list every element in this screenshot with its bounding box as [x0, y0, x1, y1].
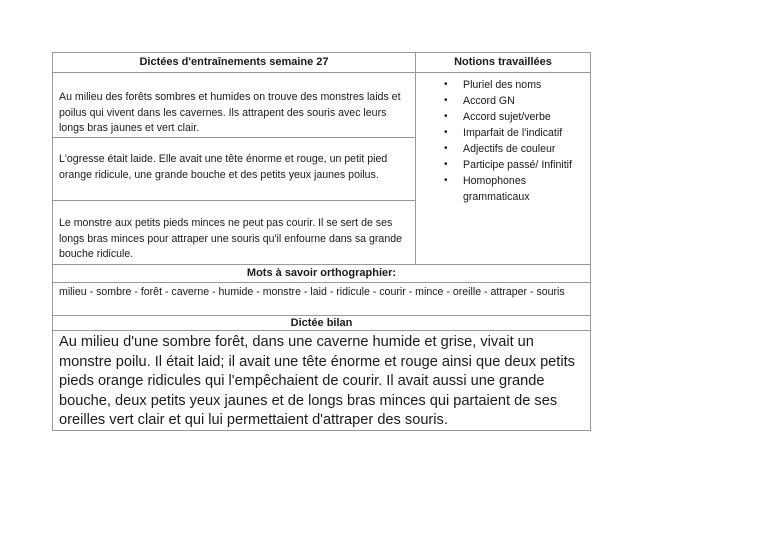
words-list: milieu - sombre - forêt - caverne - humide - monstre - laid - ridicule - courir - mince - oreille - attraper - souris [53, 283, 590, 316]
notions-header: Notions travaillées [454, 56, 552, 68]
notion-label: Imparfait de l'indicatif [463, 127, 563, 139]
training-header: Dictées d'entraînements semaine 27 [53, 53, 416, 72]
words-header: Mots à savoir orthographier: [53, 265, 590, 283]
header-row [53, 53, 590, 73]
notion-label: Adjectifs de couleur [463, 143, 556, 155]
training-dictation-1: Au milieu des forêts sombres et humides on trouve des monstres laids et poilus qui vivent dans les cavernes. Ils attrapent des souris avec leurs longs bras jaunes et vert clair. [53, 73, 415, 138]
notion-item [416, 125, 590, 141]
bullet-icon: • [444, 95, 448, 106]
notion-item [416, 77, 590, 93]
dictation-table [52, 52, 591, 431]
bullet-icon: • [444, 127, 448, 138]
notion-label: Accord GN [463, 95, 515, 107]
notion-item [416, 109, 590, 125]
bullet-icon: • [444, 143, 448, 154]
notion-item [416, 157, 590, 173]
training-dictation-2: L'ogresse était laide. Elle avait une tête énorme et rouge, un petit pied orange ridicule, une grande bouche et des petits yeux jaunes poilus. [53, 138, 415, 201]
training-dictation-3: Le monstre aux petits pieds minces ne peut pas courir. Il se sert de ses longs bras minces pour attraper une souris qu'il enfourne dans sa grande bouche ridicule. [59, 217, 402, 260]
bullet-icon: • [444, 111, 448, 122]
notion-label: Accord sujet/verbe [463, 111, 551, 123]
training-block [53, 73, 590, 265]
bilan-text: Au milieu d'une sombre forêt, dans une caverne humide et grise, vivait un monstre poilu. Il était laid; il avait une tête énorme et rouge ainsi que deux petits pieds orange ridicules qui l'empêchaient de courir. Il avait aussi une grande bouche, deux petits yeux jaunes et de longs bras minces qui partaient de ses oreilles vert clair et qui lui permettaient d'attraper des souris. [59, 334, 575, 429]
notion-item [416, 93, 590, 109]
bilan-header: Dictée bilan [53, 316, 590, 331]
bullet-icon: • [444, 159, 448, 170]
notion-item [416, 141, 590, 157]
bullet-icon: • [444, 175, 448, 186]
training-dictations [53, 73, 416, 264]
notions-list [416, 73, 590, 264]
bullet-icon: • [444, 79, 448, 90]
notion-label: Participe passé/ Infinitif [463, 159, 572, 171]
notion-label: Homophones grammaticaux [463, 175, 530, 203]
notion-label: Pluriel des noms [463, 79, 542, 91]
notion-item [416, 173, 590, 205]
